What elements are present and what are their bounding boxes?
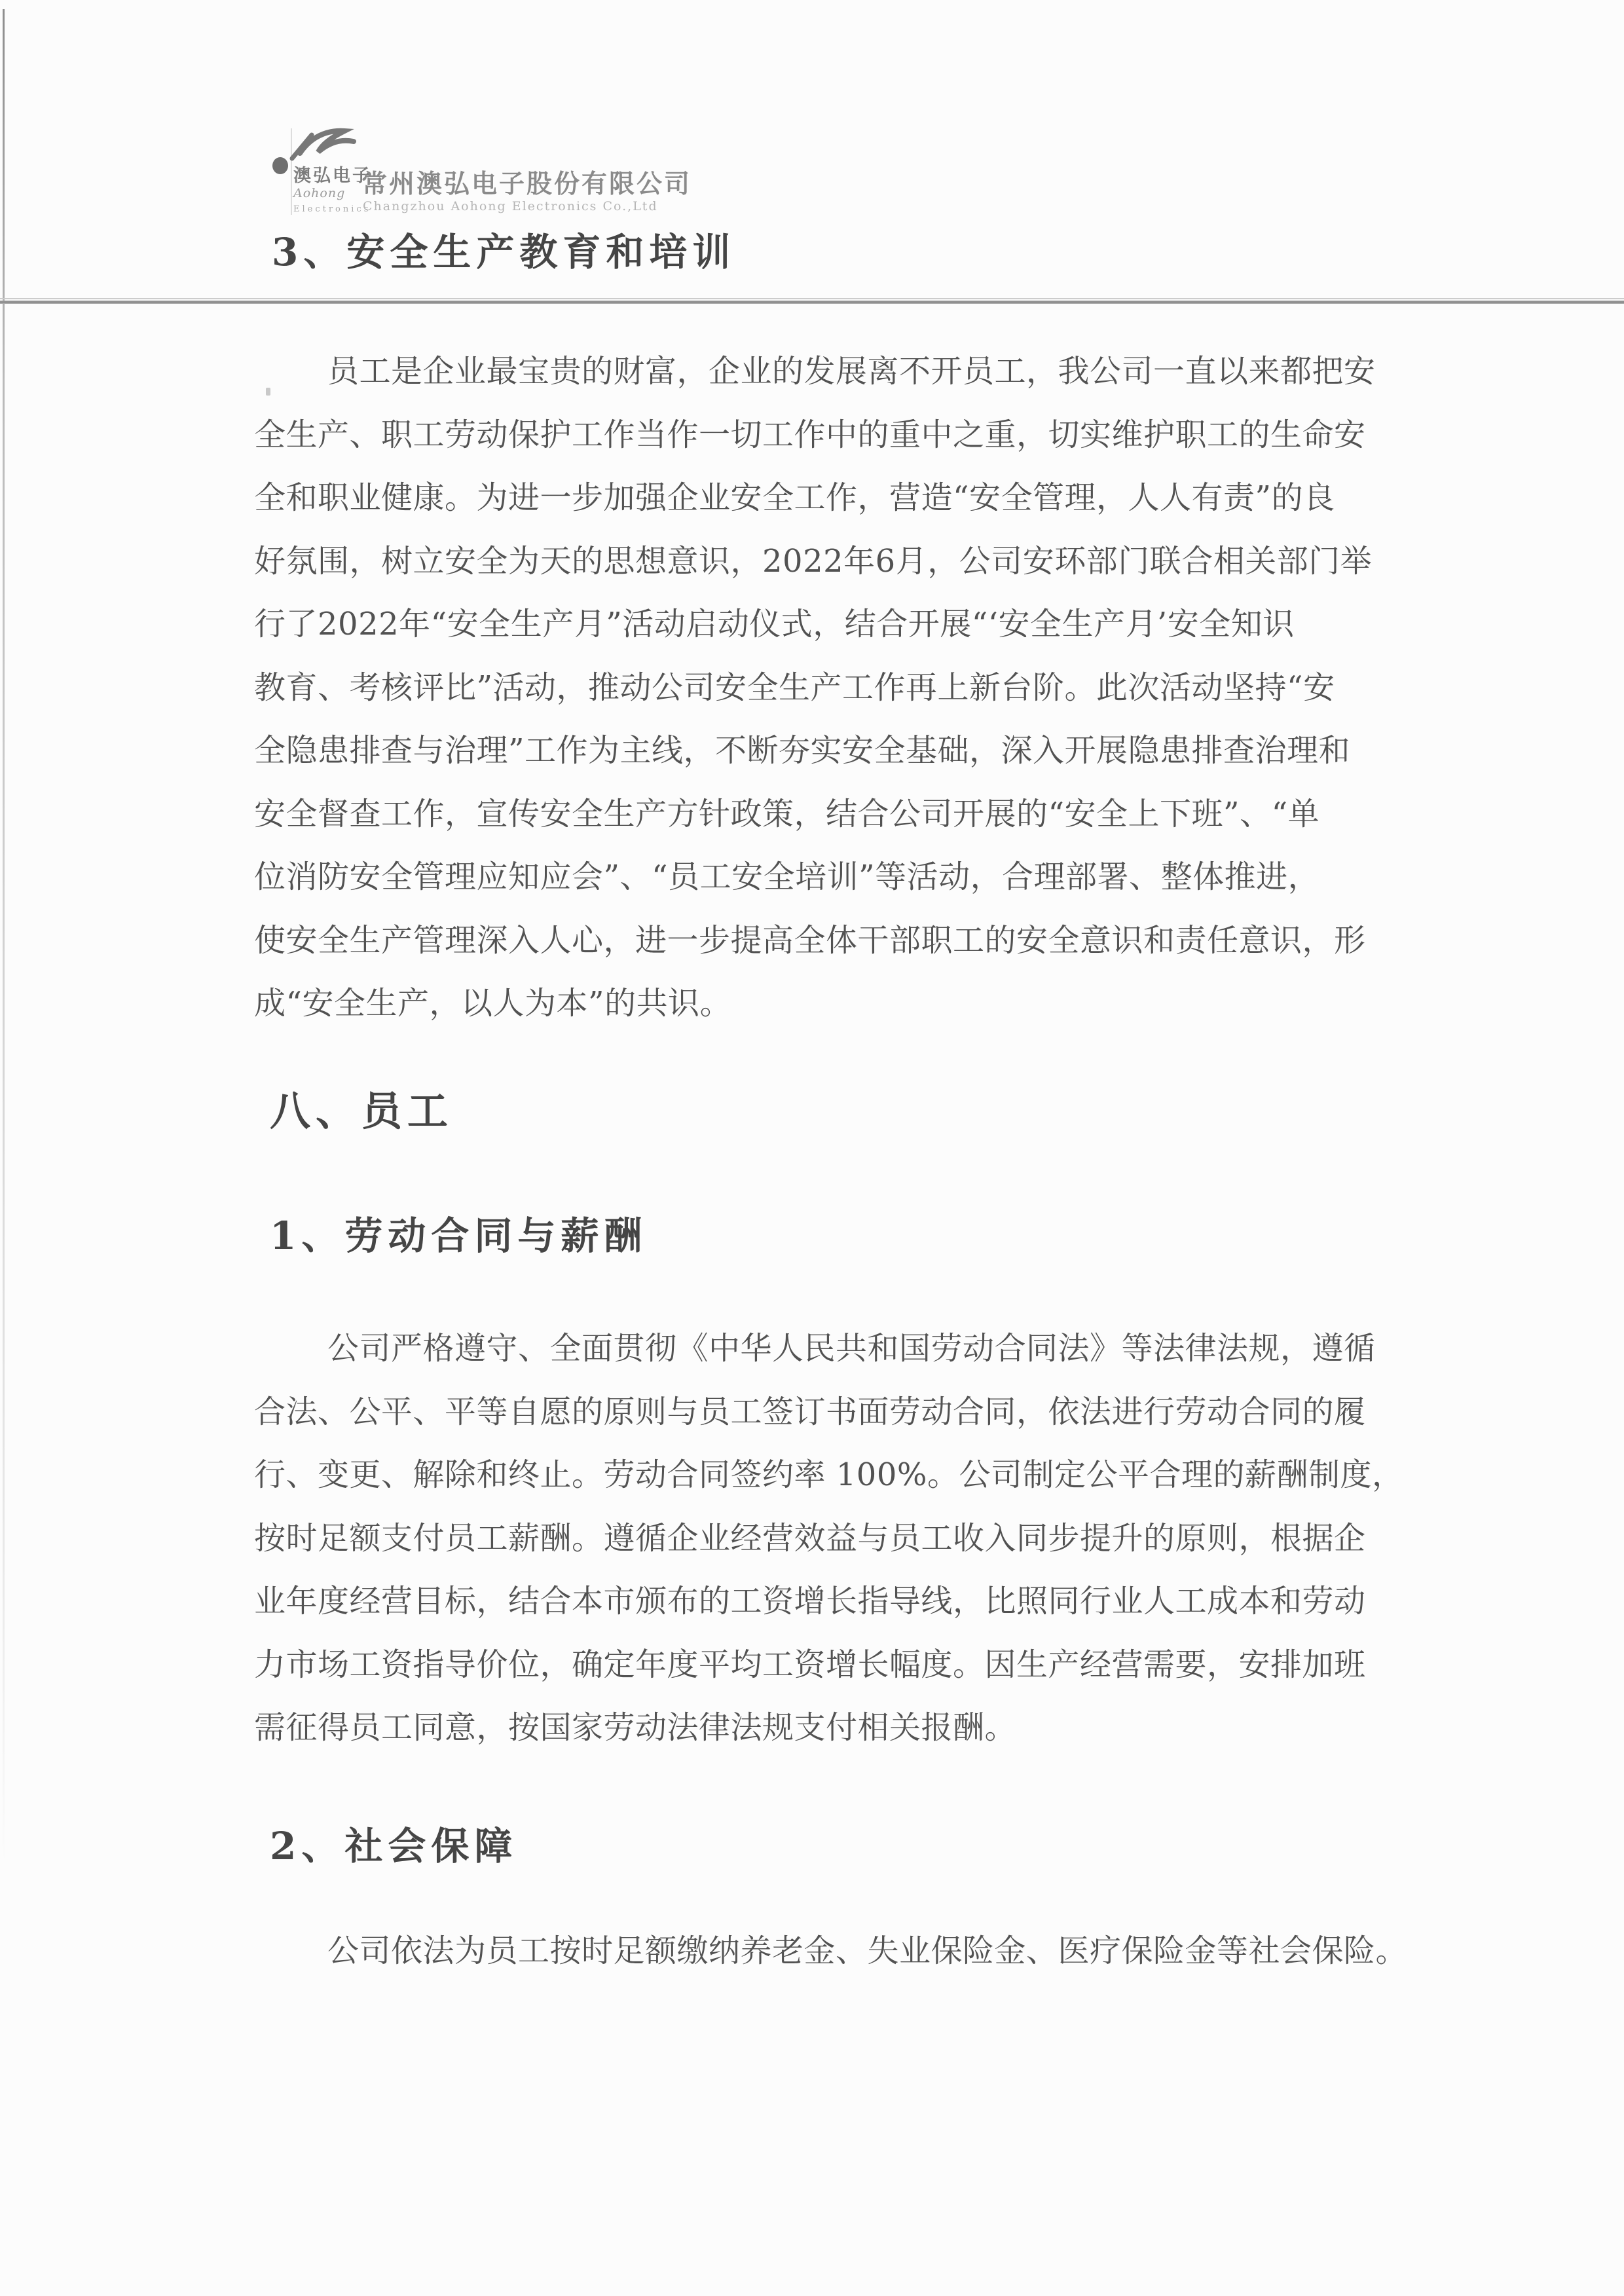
company-name-en: Changzhou Aohong Electronics Co.,Ltd (363, 199, 658, 213)
logo-brand-text: 澳弘电子 (293, 166, 372, 186)
heading-labor-contract: 1、劳动合同与薪酬 (270, 1213, 648, 1258)
company-name-cn: 常州澳弘电子股份有限公司 (361, 169, 692, 199)
paragraph-line: 好氛围，树立安全为天的思想意识，2022年6月，公司安环部门联合相关部门举 (254, 542, 1373, 580)
logo-dot-icon (272, 157, 288, 174)
paragraph-safety-training (254, 340, 1397, 1035)
paragraph-line: 行了2022年“安全生产月”活动启动仪式，结合开展“‘安全生产月’安全知识 (254, 606, 1295, 642)
heading-safety-training: 3、安全生产教育和培训 (272, 230, 736, 274)
header-rule-light (0, 298, 1624, 299)
paragraph-line: 教育、考核评比”活动，推动公司安全生产工作再上新台阶。此次活动坚持“安 (254, 669, 1335, 706)
paragraph-labor-contract (254, 1317, 1404, 1760)
paragraph-line: 公司依法为员工按时足额缴纳养老金、失业保险金、医疗保险金等社会保险。 (327, 1933, 1408, 1969)
paragraph-line: 成“安全生产，以人为本”的共识。 (254, 985, 732, 1022)
scan-artifact-left-line (3, 9, 5, 1866)
logo-brand-subtext: Electronics (293, 204, 371, 214)
pen-swoosh-icon (288, 124, 359, 162)
paragraph-line: 安全督查工作，宣传安全生产方针政策，结合公司开展的“安全上下班”、“单 (254, 795, 1320, 832)
paragraph-line: 全和职业健康。为进一步加强企业安全工作，营造“安全管理，人人有责”的良 (254, 479, 1335, 516)
paragraph-line: 全生产、职工劳动保护工作当作一切工作中的重中之重，切实维护职工的生命安 (254, 416, 1366, 453)
paragraph-line: 业年度经营目标，结合本市颁布的工资增长指导线，比照同行业人工成本和劳动 (254, 1583, 1366, 1620)
paragraph-line: 需征得员工同意，按国家劳动法律法规支付相关报酬。 (254, 1709, 1017, 1746)
heading-employees: 八、员工 (270, 1087, 454, 1135)
logo-brand-script: Aohong (293, 186, 346, 200)
heading-social-security: 2、社会保障 (270, 1824, 518, 1868)
paragraph-line: 按时足额支付员工薪酬。遵循企业经营效益与员工收入同步提升的原则，根据企 (254, 1519, 1366, 1557)
paragraph-line: 全隐患排查与治理”工作为主线，不断夯实安全基础，深入开展隐患排查治理和 (254, 732, 1351, 769)
paragraph-social-security (254, 1919, 1408, 1983)
paragraph-line: 合法、公平、平等自愿的原则与员工签订书面劳动合同，依法进行劳动合同的履 (254, 1393, 1366, 1430)
header-rule (0, 301, 1624, 304)
paragraph-line: 力市场工资指导价位，确定年度平均工资增长幅度。因生产经营需要，安排加班 (254, 1646, 1366, 1683)
paragraph-line: 使安全生产管理深入人心，进一步提高全体干部职工的安全意识和责任意识，形 (254, 921, 1366, 959)
paragraph-line: 行、变更、解除和终止。劳动合同签约率 100%。公司制定公平合理的薪酬制度， (254, 1456, 1404, 1493)
paragraph-line: 公司严格遵守、全面贯彻《中华人民共和国劳动合同法》等法律法规，遵循 (327, 1330, 1376, 1367)
paragraph-line: 位消防安全管理应知应会”、“员工安全培训”等活动，合理部署、整体推进， (254, 859, 1320, 895)
paragraph-line: 员工是企业最宝贵的财富，企业的发展离不开员工，我公司一直以来都把安 (327, 353, 1376, 390)
